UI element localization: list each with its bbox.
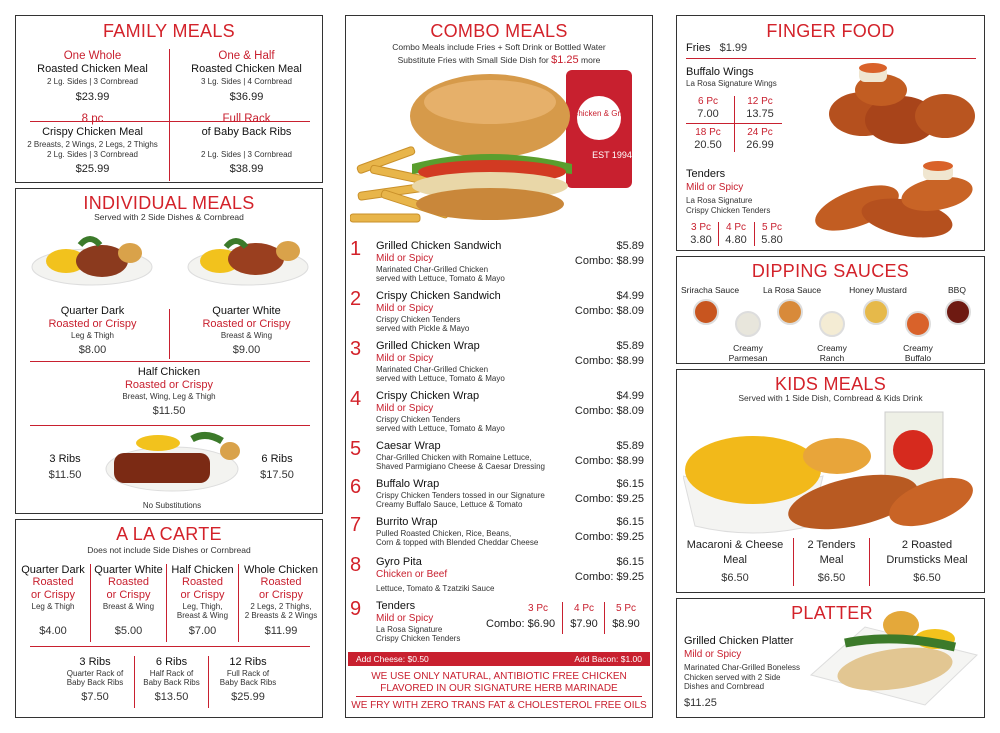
quarter-dark-photo: [30, 227, 154, 287]
sauce-label: Sriracha Sauce: [680, 285, 740, 295]
sauce-label: La Rosa Sauce: [762, 285, 822, 295]
item-desc: Leg, Thigh,: [182, 601, 223, 611]
item-name: Fries: [686, 42, 711, 54]
a-la-carte-ribs-item: [56, 656, 134, 704]
item-desc: [376, 491, 576, 509]
item-name: Tenders: [376, 600, 416, 612]
item-desc: Breast & Wing: [176, 610, 229, 620]
item-price: $6.50: [721, 571, 749, 584]
item-option: Mild or Spicy: [376, 303, 434, 314]
sauce-label: [883, 343, 953, 363]
statement-line: WE USE ONLY NATURAL, ANTIBIOTIC FREE CHICKEN: [371, 671, 627, 682]
item-desc: 2 Lg. Sides | 3 Cornbread: [200, 150, 293, 160]
item-desc: 2 Lg. Sides | 3 Cornbread: [46, 77, 139, 87]
individual-subtitle: Served with 2 Side Dishes & Cornbread: [94, 212, 244, 222]
combo-note: Combo Meals include Fries + Soft Drink or Bottled Water: [392, 42, 606, 52]
sauce-label: BBQ: [948, 285, 966, 295]
item-desc-line: Char-Grilled Chicken with Romaine Lettuce,: [376, 453, 532, 462]
a-la-carte-item: [91, 564, 166, 612]
divider: [604, 602, 605, 634]
divider: [734, 96, 735, 152]
chicken-statement: [346, 671, 652, 695]
dipping-sauces-title: DIPPING SAUCES: [751, 261, 910, 281]
kids-item: [794, 538, 869, 586]
combo-note-text: Substitute Fries with Small Side Dish for: [397, 55, 552, 65]
finger-food-title: FINGER FOOD: [766, 21, 895, 41]
kids-item: [677, 538, 793, 586]
size-price: 5.80: [761, 234, 783, 246]
item-price: $4.99: [616, 290, 644, 302]
honey-mustard-cup: [863, 299, 889, 325]
item-name: Quarter Dark: [21, 564, 85, 576]
individual-item: [170, 305, 323, 357]
item-option: Roasted or Crispy: [124, 379, 214, 392]
size-label: 5 Pc: [615, 603, 636, 614]
item-option: Roasted: [260, 576, 302, 589]
sauce-label-line: Parmesan: [728, 353, 768, 364]
item-option: or Crispy: [106, 588, 151, 601]
combo-item: [348, 340, 648, 386]
item-option: Mild or Spicy: [376, 613, 434, 624]
size-price: 3.80: [690, 234, 712, 246]
divider: [30, 425, 310, 426]
tenders-title: Tenders: [686, 168, 726, 180]
kids-subtitle: Served with 1 Side Dish, Cornbread & Kids Drink: [738, 393, 923, 403]
item-option: Chicken or Beef: [376, 569, 448, 580]
item-name: 3 Ribs: [79, 656, 111, 668]
combo-item: [348, 240, 648, 286]
kids-meals-section: [676, 369, 985, 593]
dipping-sauces-section: [676, 256, 985, 364]
item-number: 6: [350, 476, 362, 498]
family-meals-title: FAMILY MEALS: [103, 21, 235, 41]
cup-year-text: EST 1994: [592, 150, 632, 160]
size-price: 13.75: [746, 108, 774, 120]
combo-price: Combo: $6.90: [486, 618, 556, 630]
item-price: $11.50: [152, 404, 186, 417]
item-option: Mild or Spicy: [376, 253, 434, 264]
fries-item: [686, 42, 747, 54]
item-name: Quarter White: [212, 305, 281, 317]
item-desc: [376, 365, 576, 383]
family-meals-section: [15, 15, 323, 183]
item-desc: Quarter Rack of: [66, 668, 124, 678]
item-name: Roasted Chicken Meal: [191, 63, 302, 76]
sauce-label-line: Buffalo: [904, 353, 932, 364]
item-option: or Crispy: [30, 588, 75, 601]
size-price: 20.50: [694, 139, 722, 151]
tenders-desc: [686, 196, 770, 215]
item-price: $11.99: [264, 625, 298, 637]
sauce-label: [713, 343, 783, 363]
item-header: One Whole: [63, 50, 122, 62]
platter-photo: [805, 605, 981, 713]
item-price: $25.99: [231, 691, 265, 704]
item-price: $5.89: [616, 240, 644, 252]
ribs-photo: [102, 427, 242, 497]
item-desc: Breast, Wing, Leg & Thigh: [122, 392, 216, 402]
tenders-desc-line: La Rosa Signature: [686, 196, 753, 205]
tenders-option: Mild or Spicy: [686, 182, 744, 193]
item-name: Roasted Chicken Meal: [37, 63, 148, 76]
tenders-photo: [807, 158, 981, 250]
item-name: Grilled Chicken Wrap: [376, 340, 480, 352]
a-la-carte-title: A LA CARTE: [116, 524, 222, 544]
divider: [754, 222, 755, 246]
item-desc: Breast & Wing: [102, 601, 155, 611]
a-la-carte-section: [15, 519, 323, 718]
item-number: 9: [350, 598, 362, 620]
divider: [562, 602, 563, 634]
item-price: $5.00: [114, 625, 143, 637]
item-name: Buffalo Wrap: [376, 478, 440, 490]
item-option: Roasted or Crispy: [48, 318, 137, 331]
item-name: Grilled Chicken Sandwich: [376, 240, 502, 252]
divider: [686, 58, 976, 59]
statement-line: FLAVORED IN OUR SIGNATURE HERB MARINADE: [380, 683, 618, 694]
item-name: 6 Ribs: [155, 656, 188, 668]
wings-desc: La Rosa Signature Wings: [686, 79, 777, 88]
combo-meals-section: [345, 15, 653, 718]
item-desc-line: Dishes and Cornbread: [684, 682, 765, 692]
a-la-carte-item: [239, 564, 323, 621]
item-desc-line: served with Lettuce, Tomato & Mayo: [376, 374, 505, 384]
item-desc-line: La Rosa Signature: [376, 625, 443, 634]
combo-price: Combo: $8.99: [574, 255, 644, 267]
item-name: Meal: [819, 553, 844, 566]
divider: [30, 361, 310, 362]
combo-note-price: $1.25: [551, 54, 579, 66]
size-label: 24 Pc: [747, 127, 773, 138]
item-name: Gyro Pita: [376, 556, 422, 568]
item-desc-line: served with Lettuce, Tomato & Mayo: [376, 424, 505, 434]
kids-item: [870, 538, 984, 586]
individual-meals-section: [15, 188, 323, 514]
finger-food-section: [676, 15, 985, 251]
item-name: 6 Ribs: [261, 453, 293, 465]
item-number: 1: [350, 238, 362, 260]
item-desc-line: Crispy Chicken Tenders: [376, 634, 461, 644]
item-desc-line: served with Lettuce, Tomato & Mayo: [376, 274, 505, 284]
item-desc-line: Creamy Buffalo Sauce, Lettuce & Tomato: [376, 500, 523, 510]
item-desc-line: served with Pickle & Mayo: [376, 324, 470, 334]
a-la-carte-ribs-item: [135, 656, 208, 704]
la-rosa-sauce-cup: [777, 299, 803, 325]
item-desc-line: Crispy Chicken Tenders: [376, 415, 461, 424]
item-desc-line: Pulled Roasted Chicken, Rice, Beans,: [376, 529, 512, 538]
item-option: Roasted: [182, 576, 223, 589]
a-la-carte-item: [167, 564, 238, 621]
combo-price: Combo: $8.09: [574, 405, 644, 417]
item-desc: Breast & Wing: [220, 331, 273, 341]
item-price: $5.89: [616, 440, 644, 452]
item-number: 5: [350, 438, 362, 460]
item-option: Mild or Spicy: [684, 649, 742, 660]
creamy-parmesan-cup: [735, 311, 761, 337]
oil-statement: WE FRY WITH ZERO TRANS FAT & CHOLESTEROL FREE OILS: [351, 700, 647, 711]
a-la-carte-subtitle: Does not include Side Dishes or Cornbread: [87, 545, 251, 555]
item-name: 2 Roasted: [901, 539, 953, 551]
add-cheese-label: Add Cheese: $0.50: [356, 654, 429, 664]
item-desc-line: Crispy Chicken Tenders: [376, 315, 461, 324]
item-name: Macaroni & Cheese: [686, 539, 784, 551]
item-name: Grilled Chicken Platter: [684, 635, 794, 647]
item-price: $11.50: [48, 469, 82, 481]
item-name: of Baby Back Ribs: [201, 126, 292, 139]
size-label: 18 Pc: [695, 127, 721, 138]
size-price: 26.99: [746, 139, 774, 151]
size-label: 5 Pc: [761, 222, 782, 233]
item-price: $25.99: [75, 163, 110, 176]
item-name: Drumsticks Meal: [886, 553, 968, 566]
ribs-item: [30, 453, 100, 481]
sauce-label-line: Creamy: [903, 343, 933, 353]
item-desc: [376, 529, 576, 547]
item-desc: [376, 315, 576, 333]
platter-section: [676, 598, 985, 718]
quarter-white-photo: [186, 227, 310, 287]
item-price: $17.50: [260, 469, 294, 481]
item-option: Roasted: [32, 576, 74, 589]
kids-meal-photo: [683, 406, 981, 534]
item-price: $4.99: [616, 390, 644, 402]
item-name: Crispy Chicken Meal: [42, 126, 143, 139]
combo-price: $7.90: [570, 618, 598, 630]
family-item: [16, 49, 169, 105]
a-la-carte-item: [16, 564, 90, 612]
item-desc-line: Corn & topped with Blended Cheddar Cheese: [376, 538, 539, 548]
item-price: $5.89: [616, 340, 644, 352]
item-name: 12 Ribs: [229, 656, 267, 668]
item-name: Crispy Chicken Wrap: [376, 390, 480, 402]
item-desc-line: Marinated Char-Grilled Chicken: [376, 265, 489, 274]
item-price: $38.99: [229, 163, 264, 176]
item-name: Quarter White: [94, 564, 163, 576]
combo-price: $8.90: [612, 618, 640, 630]
item-name: Whole Chicken: [244, 564, 318, 576]
individual-item: [16, 305, 169, 357]
item-desc: [376, 265, 576, 283]
item-name: Burrito Wrap: [376, 516, 438, 528]
combo-note: [346, 54, 652, 66]
item-option: Roasted: [108, 576, 149, 589]
divider: [718, 222, 719, 246]
item-number: 8: [350, 554, 362, 576]
combo-price: Combo: $8.99: [574, 355, 644, 367]
item-desc: [376, 453, 576, 471]
item-desc: Full Rack of: [226, 668, 270, 678]
item-desc: 2 Breasts & 2 Wings: [244, 610, 318, 620]
combo-price: Combo: $9.25: [574, 493, 644, 505]
item-price: $23.99: [75, 91, 110, 104]
individual-meals-title: INDIVIDUAL MEALS: [83, 193, 255, 213]
item-name: Caesar Wrap: [376, 440, 441, 452]
item-desc: 2 Legs, 2 Thighs,: [250, 601, 312, 611]
combo-price: Combo: $9.25: [574, 531, 644, 543]
item-name: Meal: [723, 553, 747, 566]
size-label: 4 Pc: [573, 603, 594, 614]
item-desc-line: Crispy Chicken Tenders tossed in our Signature: [376, 491, 545, 500]
cup-logo-text: Chicken & Grill: [572, 109, 626, 118]
item-name: Crispy Chicken Sandwich: [376, 290, 501, 302]
item-price: $11.25: [684, 697, 717, 709]
family-item: [170, 112, 323, 177]
item-price: $13.50: [154, 691, 189, 704]
item-price: $7.50: [81, 691, 109, 704]
sauce-label: Honey Mustard: [849, 285, 907, 295]
sauce-label: [797, 343, 867, 363]
add-bacon-label: Add Bacon: $1.00: [574, 654, 642, 664]
item-desc-line: Chicken served with 2 Side: [684, 672, 781, 682]
combo-price: Combo: $8.99: [574, 455, 644, 467]
item-option: or Crispy: [258, 588, 303, 601]
sauce-label-line: Creamy: [733, 343, 763, 353]
size-label: 3 Pc: [690, 222, 711, 233]
item-option: Mild or Spicy: [376, 353, 434, 364]
item-desc: 2 Lg. Sides | 3 Cornbread: [46, 150, 139, 160]
size-label: 12 Pc: [747, 96, 773, 107]
add-ons-bar: [348, 652, 650, 666]
item-price: $1.99: [719, 42, 748, 54]
item-number: 3: [350, 338, 362, 360]
combo-price: Combo: $9.25: [574, 571, 644, 583]
sriracha-sauce-cup: [693, 299, 719, 325]
item-price: $4.00: [39, 625, 67, 637]
tenders-desc-line: Crispy Chicken Tenders: [686, 205, 771, 215]
combo-meals-title: COMBO MEALS: [430, 21, 568, 41]
sandwich-photo: [350, 68, 650, 238]
wings-size-grid: [686, 94, 786, 156]
bbq-sauce-cup: [945, 299, 971, 325]
sauce-label-line: Creamy: [817, 343, 847, 353]
individual-item: [16, 366, 322, 418]
item-desc: Half Rack of: [149, 668, 194, 678]
item-price: $8.00: [78, 343, 107, 356]
combo-note-text: more: [578, 55, 601, 65]
size-label: 6 Pc: [697, 96, 718, 107]
item-desc-line: Marinated Char-Grilled Chicken: [376, 365, 489, 374]
item-name: Half Chicken: [171, 564, 234, 576]
item-desc: 2 Breasts, 2 Wings, 2 Legs, 2 Thighs: [27, 140, 158, 150]
item-option: Roasted or Crispy: [202, 318, 291, 331]
item-price: $36.99: [229, 91, 264, 104]
divider: [356, 696, 642, 697]
sauce-label-line: Ranch: [819, 353, 845, 364]
item-price: $7.00: [188, 625, 217, 637]
wings-photo: [805, 62, 981, 158]
combo-item: [348, 290, 648, 336]
item-price: $6.50: [913, 571, 941, 584]
size-label: 3 Pc: [527, 603, 548, 614]
item-desc: Baby Back Ribs: [219, 677, 277, 687]
combo-item: [348, 390, 648, 436]
item-name: 3 Ribs: [49, 453, 81, 465]
item-option: or Crispy: [180, 588, 225, 601]
item-price: $6.15: [616, 478, 644, 490]
kids-meals-title: KIDS MEALS: [774, 374, 887, 394]
combo-price: Combo: $8.09: [574, 305, 644, 317]
item-desc: 3 Lg. Sides | 4 Cornbread: [200, 77, 293, 87]
item-desc: Baby Back Ribs: [143, 677, 200, 687]
item-option: Mild or Spicy: [376, 403, 434, 414]
item-price: $6.15: [616, 556, 644, 568]
item-desc: Leg & Thigh: [31, 601, 75, 611]
item-desc: [376, 415, 576, 433]
item-desc-line: Shaved Parmigiano Cheese & Caesar Dressing: [376, 462, 545, 472]
item-price: $6.50: [817, 571, 846, 584]
item-name: 2 Tenders: [807, 539, 856, 551]
size-price: 4.80: [725, 234, 747, 246]
item-header: 8 pc: [81, 113, 104, 125]
combo-item: [348, 556, 648, 602]
combo-item: [348, 600, 648, 650]
item-name: Half Chicken: [137, 366, 201, 378]
tenders-size-grid: [686, 220, 796, 248]
family-item: [16, 112, 169, 177]
no-substitutions-note: No Substitutions: [142, 501, 202, 510]
size-price: 7.00: [697, 108, 719, 120]
item-header: Full Rack: [222, 113, 271, 125]
item-number: 7: [350, 514, 362, 536]
item-desc-line: Marinated Char-Grilled Boneless: [684, 663, 801, 672]
creamy-ranch-cup: [819, 311, 845, 337]
item-desc: Leg & Thigh: [71, 331, 114, 341]
ribs-item: [242, 453, 312, 481]
divider: [30, 646, 310, 647]
item-desc: Lettuce, Tomato & Tzatziki Sauce: [376, 584, 495, 593]
a-la-carte-ribs-item: [209, 656, 287, 704]
divider: [686, 123, 782, 124]
item-price: $9.00: [232, 343, 261, 356]
item-number: 4: [350, 388, 362, 410]
item-name: Quarter Dark: [60, 305, 125, 317]
item-desc: Baby Back Ribs: [66, 677, 124, 687]
family-item: [170, 49, 323, 105]
item-number: 2: [350, 288, 362, 310]
item-desc: [684, 663, 800, 692]
platter-title: PLATTER: [791, 603, 873, 623]
item-header: One & Half: [218, 50, 275, 62]
creamy-buffalo-cup: [905, 311, 931, 337]
item-price: $6.15: [616, 516, 644, 528]
wings-title: Buffalo Wings: [686, 66, 754, 78]
size-label: 4 Pc: [725, 222, 746, 233]
